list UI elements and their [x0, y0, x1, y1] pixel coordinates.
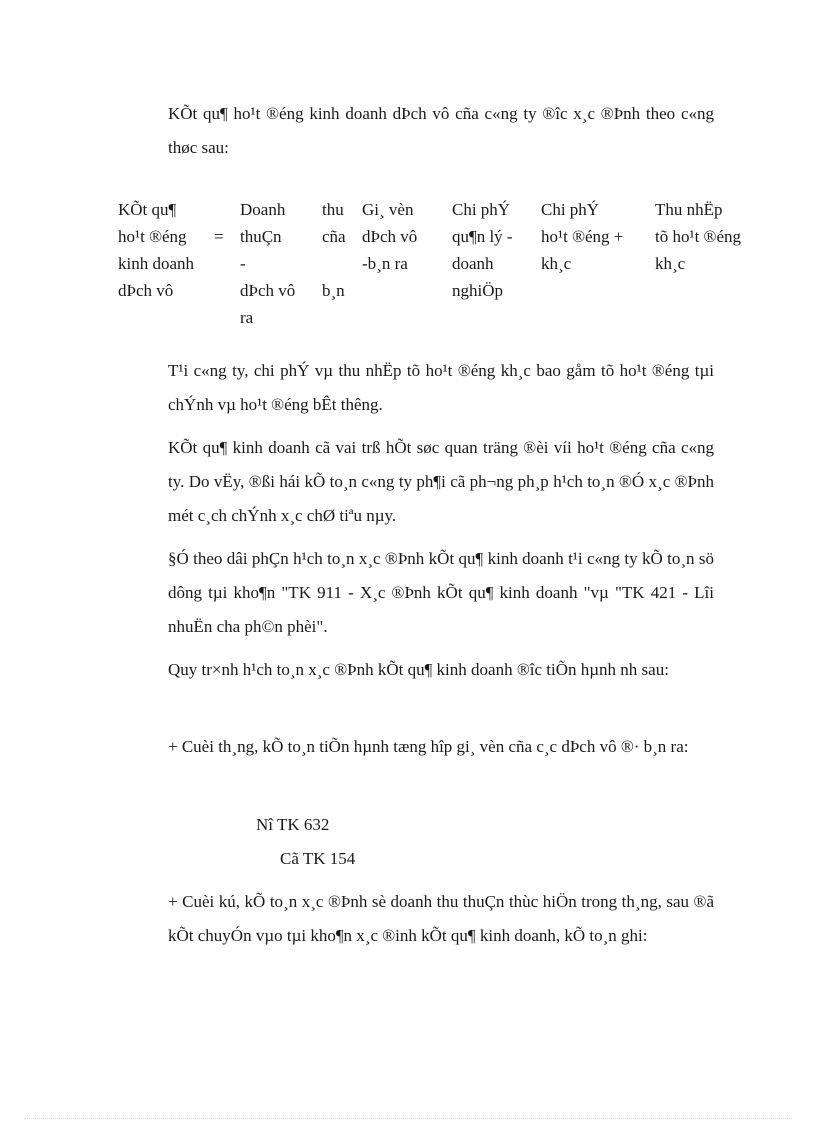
paragraph-month-end-cogs: + Cuèi th¸ng, kÕ to¸n tiÕn hµnh tæng hîp gi¸ vèn cña c¸c dÞch vô ®· b¸n ra:	[168, 737, 689, 756]
formula-term-business-result: KÕt qu¶ ho¹t ®éng kinh doanh dÞch vô	[118, 200, 195, 300]
formula-equals-sign: =	[214, 227, 224, 246]
formula-term-net-revenue-cont: thu cña b¸n	[322, 200, 346, 300]
journal-entry-debit: Nî TK 632	[256, 815, 330, 834]
paragraph-period-end-revenue: + Cuèi kú, kÕ to¸n x¸c ®Þnh sè doanh thu thuÇn thùc hiÖn trong th¸ng, sau ®ã kÕt chuyÓn vµo tµi kho¶n x¸c ®inh kÕt qu¶ kinh doanh, kÕ to¸n ghi:	[168, 892, 714, 945]
formula-term-cost-of-services: Gi¸ vèn dÞch vô -b¸n ra	[362, 200, 418, 273]
paragraph-importance: KÕt qu¶ kinh doanh cã vai trß hÕt søc quan träng ®èi víi ho¹t ®éng cña c«ng ty. Do vËy, ®ßi hái kÕ to¸n c«ng ty ph¶i cã ph¬ng ph¸p h¹ch to¸n ®Ó x¸c ®Þnh mét c¸ch chÝnh x¸c chØ tiªu nµy.	[168, 438, 714, 525]
paragraph-accounts-used: §Ó theo dâi phÇn h¹ch to¸n x¸c ®Þnh kÕt qu¶ kinh doanh t¹i c«ng ty kÕ to¸n sö dông tµi kho¶n "TK 911 - X¸c ®Þnh kÕt qu¶ kinh doanh "vµ "TK 421 - Lîi nhuËn cha ph©n phèi".	[168, 549, 714, 636]
result-formula	[118, 196, 758, 336]
formula-term-net-revenue: Doanh thuÇn - dÞch vô ra	[240, 200, 296, 327]
formula-term-other-expense: Chi phÝ ho¹t ®éng + kh¸c	[541, 200, 624, 273]
paragraph-procedure: Quy tr×nh h¹ch to¸n x¸c ®Þnh kÕt qu¶ kinh doanh ®îc tiÕn hµnh nh sau:	[168, 660, 669, 679]
formula-term-other-income: Thu nhËp tõ ho¹t ®éng kh¸c	[655, 200, 742, 273]
page-bottom-divider	[24, 1118, 792, 1119]
paragraph-other-activities: T¹i c«ng ty, chi phÝ vµ thu nhËp tõ ho¹t ®éng kh¸c bao gåm tõ ho¹t ®éng tµi chÝnh vµ ho¹t ®éng bÊt thêng.	[168, 361, 714, 414]
journal-entry-credit: Cã TK 154	[280, 849, 356, 868]
intro-paragraph: KÕt qu¶ ho¹t ®éng kinh doanh dÞch vô cña c«ng ty ®îc x¸c ®Þnh theo c«ng thøc sau:	[168, 104, 714, 157]
formula-term-admin-expense: Chi phÝ qu¶n lý - doanh nghiÖp	[452, 200, 513, 300]
